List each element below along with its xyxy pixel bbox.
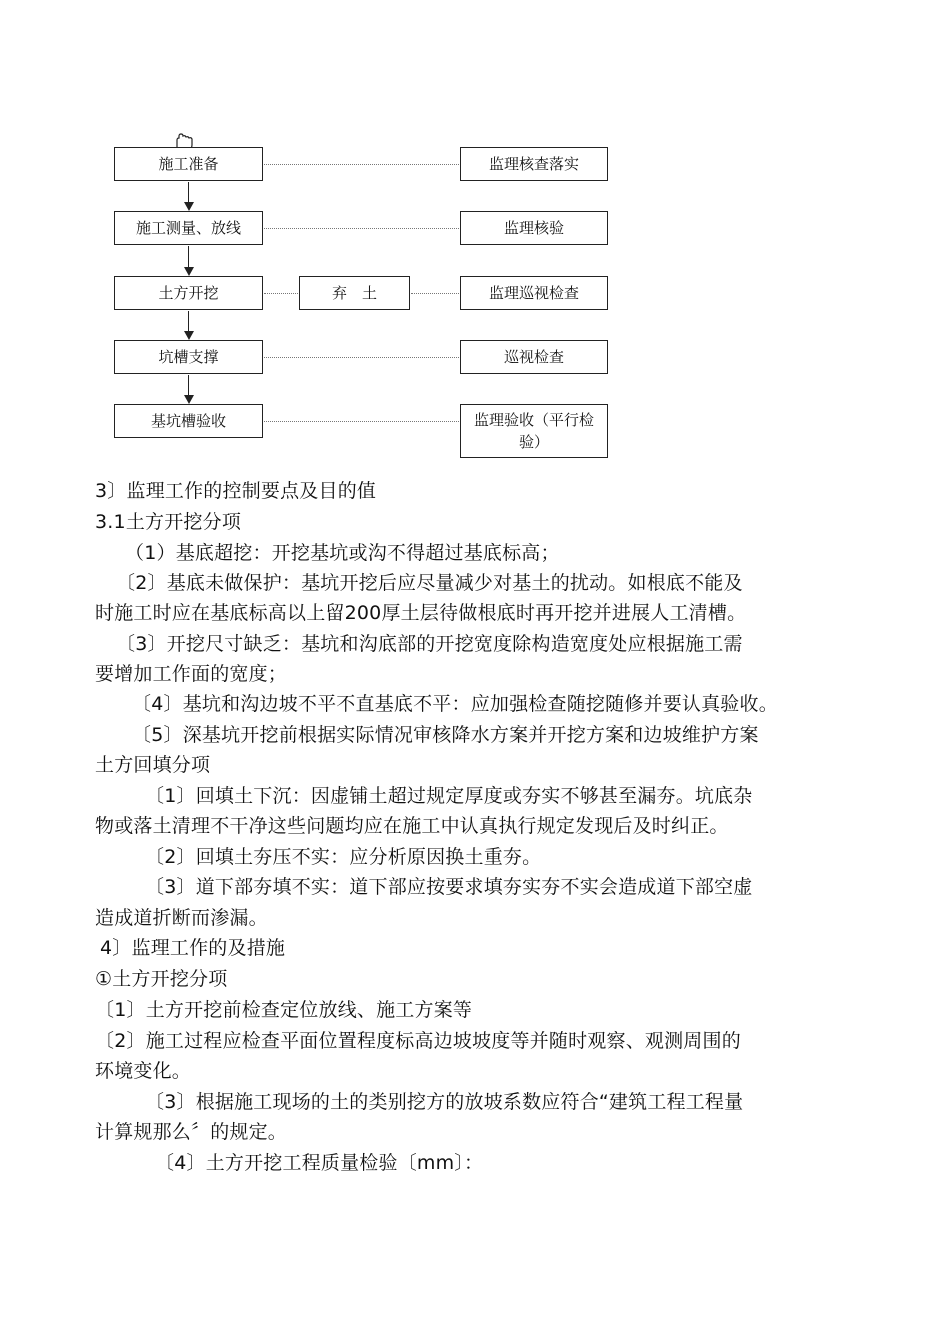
flow-step-survey: 施工测量、放线 [114,211,263,245]
flow-step-support: 坑槽支撑 [114,340,263,374]
paragraph-line: 物或落土清理不干净这些问题均应在施工中认真执行规定发现后及时纠正。 [95,815,729,837]
connector [264,164,459,165]
connector [411,293,459,294]
arrow-head [184,395,194,404]
connector [264,293,298,294]
arrow-line [188,182,189,203]
arrow-head [184,202,194,211]
paragraph-line: 造成道折断而渗漏。 [95,907,268,929]
paragraph-line: 〔2〕回填土夯压不实：应分析原因换土重夯。 [145,846,542,868]
flow-check-verify: 监理核查落实 [460,147,608,181]
heading-4: 4〕监理工作的及措施 [100,937,286,959]
subheading-excavation: ①土方开挖分项 [95,968,228,990]
paragraph-line: 要增加工作面的宽度； [95,663,288,685]
arrow-head [184,331,194,340]
paragraph-line: 〔3〕道下部夯填不实：道下部应按要求填夯实夯不实会造成道下部空虚 [145,876,753,898]
flow-step-prepare: 施工准备 [114,147,263,181]
heading-3: 3〕监理工作的控制要点及目的值 [95,480,377,502]
paragraph-line: 〔3〕开挖尺寸缺乏：基坑和沟底部的开挖宽度除构造宽度处应根据施工需 [116,633,743,655]
flow-check-patrol-2: 巡视检查 [460,340,608,374]
flow-box-spoil: 弃 土 [299,276,410,310]
arrow-line [188,311,189,332]
paragraph-line: 〔3〕根据施工现场的土的类别挖方的放坡系数应符合“建筑工程工程量 [145,1091,744,1113]
paragraph-line: 〔2〕基底未做保护：基坑开挖后应尽量减少对基土的扰动。如根底不能及 [116,572,743,594]
flow-step-acceptance: 基坑槽验收 [114,404,263,438]
paragraph-line: 〔5〕深基坑开挖前根据实际情况审核降水方案并开挖方案和边坡维护方案 [132,724,759,746]
flow-check-parallel: 监理验收（平行检验） [460,404,608,458]
paragraph-line: 〔1〕土方开挖前检查定位放线、施工方案等 [95,999,473,1021]
paragraph-line: （1）基底超挖：开挖基坑或沟不得超过基底标高； [125,542,560,564]
arrow-line [188,375,189,396]
paragraph-line: 〔4〕土方开挖工程质量检验〔mm〕： [155,1152,484,1174]
paragraph-line: 时施工时应在基底标高以上留200厚土层待做根底时再开挖并进展人工清槽。 [95,602,747,624]
paragraph-line: 环境变化。 [95,1060,192,1082]
arrow-line [188,246,189,268]
flow-check-inspect: 监理核验 [460,211,608,245]
flow-check-patrol: 监理巡视检查 [460,276,608,310]
flow-step-excavate: 土方开挖 [114,276,263,310]
paragraph-line: 〔2〕施工过程应检查平面位置程度标高边坡坡度等并随时观察、观测周围的 [95,1030,741,1052]
connector [264,421,459,422]
paragraph-line: 〔1〕回填土下沉：因虚铺土超过规定厚度或夯实不够甚至漏夯。坑底杂 [145,785,753,807]
paragraph-line: 〔4〕基坑和沟边坡不平不直基底不平：应加强检查随挖随修并要认真验收。 [132,693,778,715]
connector [264,228,459,229]
connector [264,357,459,358]
paragraph-line: 计算规那么〞的规定。 [95,1121,288,1143]
subheading-backfill: 土方回填分项 [95,754,211,776]
subheading-3-1: 3.1土方开挖分项 [95,511,242,533]
arrow-head [184,267,194,276]
